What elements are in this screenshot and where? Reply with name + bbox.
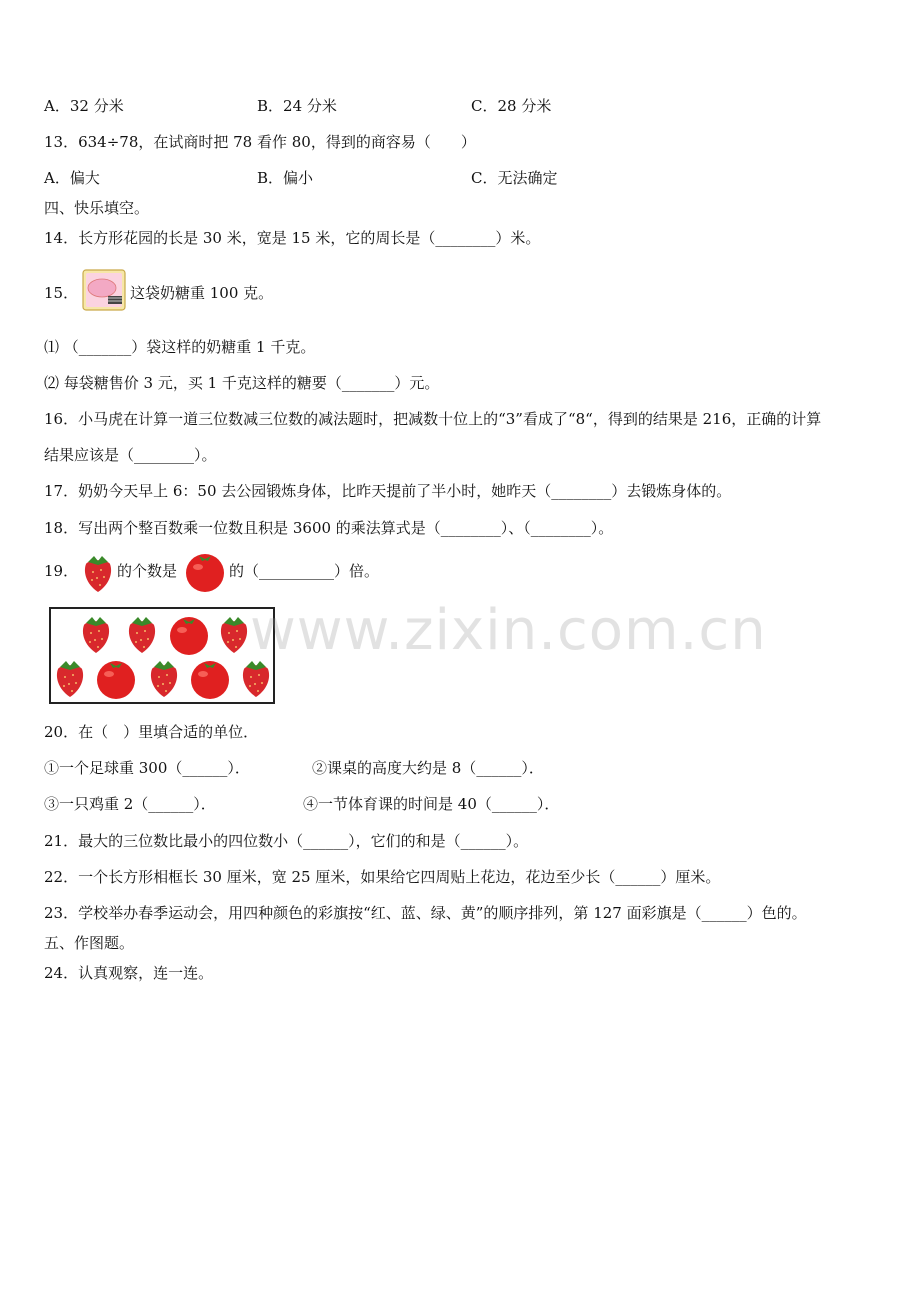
candy-bag-icon bbox=[80, 266, 128, 314]
q15-sub1: ⑴ （_______）袋这样的奶糖重 1 千克。 bbox=[44, 338, 316, 356]
q23-question: 23．学校举办春季运动会，用四种颜色的彩旗按“红、蓝、绿、黄”的顺序排列，第 127 面彩旗是（______）色的。 bbox=[44, 904, 807, 922]
q19-mid: 的个数是 bbox=[117, 562, 178, 580]
q13-option-c: C．无法确定 bbox=[471, 169, 558, 187]
q13-question: 13．634÷78，在试商时把 78 看作 80，得到的商容易（ ） bbox=[44, 133, 476, 151]
q20-item-1: ①一个足球重 300（______）． bbox=[44, 759, 250, 777]
q17-question: 17．奶奶今天早上 6：50 去公园锻炼身体，比昨天提前了半小时，她昨天（________）去锻炼身体的。 bbox=[44, 482, 732, 500]
fruit-picture-box bbox=[49, 607, 275, 704]
q20-item-2: ②课桌的高度大约是 8（______）． bbox=[312, 759, 544, 777]
strawberry bbox=[221, 617, 247, 653]
strawberry bbox=[83, 617, 109, 653]
strawberry bbox=[57, 661, 83, 697]
strawberry bbox=[151, 661, 177, 697]
tomato-icon bbox=[183, 549, 227, 593]
q24-question: 24．认真观察，连一连。 bbox=[44, 964, 214, 982]
q14-question: 14．长方形花园的长是 30 米，宽是 15 米，它的周长是（________）米。 bbox=[44, 229, 541, 247]
strawberry-icon bbox=[80, 550, 116, 594]
tomato bbox=[170, 617, 208, 655]
q13-option-b: B．偏小 bbox=[257, 169, 314, 187]
q21-question: 21．最大的三位数比最小的四位数小（______），它们的和是（______）。 bbox=[44, 832, 529, 850]
watermark: www.zixin.com.cn bbox=[250, 598, 767, 663]
section-5-heading: 五、作图题。 bbox=[44, 934, 135, 952]
q15-number: 15． bbox=[44, 284, 79, 302]
q16-line1: 16．小马虎在计算一道三位数减三位数的减法题时，把减数十位上的“3”看成了“8“，得到的结果是 216，正确的计算 bbox=[44, 410, 822, 428]
fruit-group bbox=[51, 609, 273, 702]
q15-sub2: ⑵ 每袋糖售价 3 元，买 1 千克这样的糖要（_______）元。 bbox=[44, 374, 440, 392]
q12-option-b: B．24 分米 bbox=[257, 97, 337, 115]
q20-item-3: ③一只鸡重 2（______）． bbox=[44, 795, 216, 813]
tomato bbox=[97, 661, 135, 699]
q12-option-a: A．32 分米 bbox=[44, 97, 124, 115]
tomato bbox=[191, 661, 229, 699]
q19-end: 的（__________）倍。 bbox=[229, 562, 380, 580]
q12-option-c: C．28 分米 bbox=[471, 97, 552, 115]
q15-text: 这袋奶糖重 100 克。 bbox=[130, 284, 274, 302]
strawberry bbox=[243, 661, 269, 697]
q20-question: 20．在（ ）里填合适的单位． bbox=[44, 723, 259, 741]
section-4-heading: 四、快乐填空。 bbox=[44, 199, 150, 217]
q18-question: 18．写出两个整百数乘一位数且积是 3600 的乘法算式是（________）、（________）。 bbox=[44, 519, 614, 537]
strawberry bbox=[129, 617, 155, 653]
q19-number: 19． bbox=[44, 562, 79, 580]
q22-question: 22．一个长方形相框长 30 厘米，宽 25 厘米，如果给它四周贴上花边，花边至少长（______）厘米。 bbox=[44, 868, 721, 886]
q16-line2: 结果应该是（________）。 bbox=[44, 446, 217, 464]
q13-option-a: A．偏大 bbox=[44, 169, 100, 187]
q20-item-4: ④一节体育课的时间是 40（______）． bbox=[303, 795, 560, 813]
